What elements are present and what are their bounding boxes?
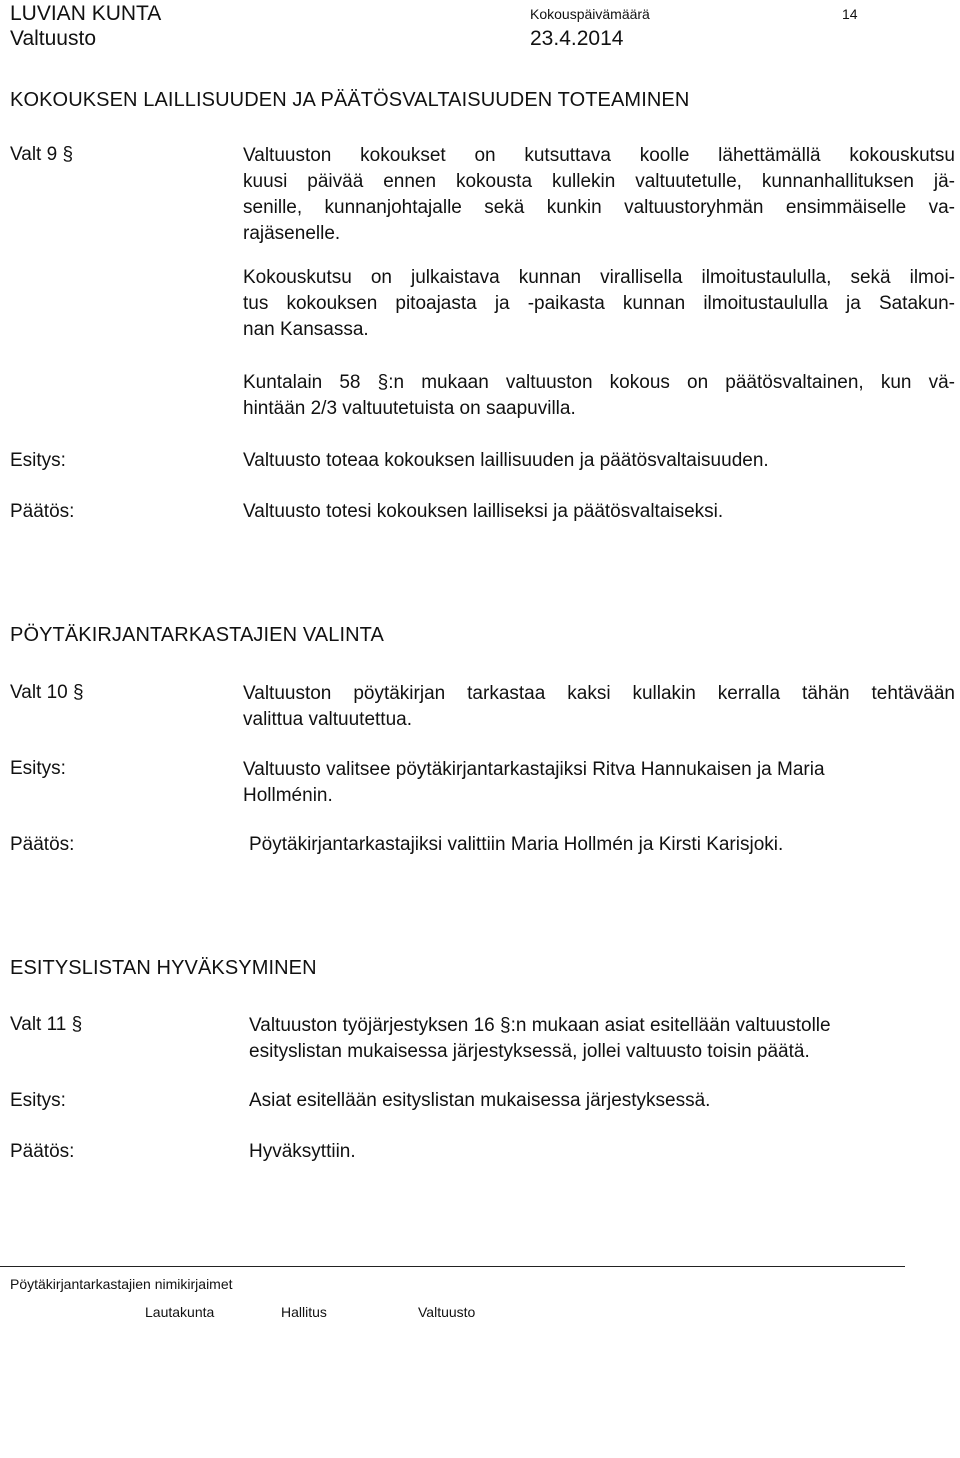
text-line: nan Kansassa. — [243, 319, 369, 340]
section-title-agenda: ESITYSLISTAN HYVÄKSYMINEN — [10, 957, 317, 979]
text-line: hintään 2/3 valtuutetuista on saapuvilla. — [243, 398, 576, 419]
paragraph-quorum — [243, 370, 955, 422]
footer-divider — [0, 1266, 905, 1267]
footer-column-board: Lautakunta — [145, 1304, 215, 1320]
text-line: Valtuuston pöytäkirjan tarkastaa kaksi kullakin kerralla tähän tehtävään — [243, 683, 955, 704]
proposal-text: Valtuusto toteaa kokouksen laillisuuden ja päätösvaltaisuuden. — [243, 450, 769, 471]
item-label-valt10: Valt 10 § — [10, 682, 84, 703]
text-line: rajäsenelle. — [243, 223, 341, 244]
paragraph-examiners — [243, 681, 955, 733]
text-line: kuusi päivää ennen kokousta kullekin valtuutetulle, kunnanhallituksen jä- — [243, 171, 955, 192]
decision-label: Päätös: — [10, 1141, 75, 1162]
section-sign: § — [71, 1014, 83, 1035]
text-line: valittua valtuutettua. — [243, 709, 412, 730]
text-line: Kuntalain 58 §:n mukaan valtuuston kokous on päätösvaltainen, kun vä- — [243, 372, 955, 393]
footer-column-council: Valtuusto — [418, 1304, 476, 1320]
section-sign: § — [62, 144, 74, 165]
section-title-examiners: PÖYTÄKIRJANTARKASTAJIEN VALINTA — [10, 624, 384, 646]
text-line: Valtuuston työjärjestyksen 16 §:n mukaan asiat esitellään valtuustolle — [249, 1015, 831, 1036]
meeting-date: 23.4.2014 — [530, 27, 624, 50]
text-line: esityslistan mukaisessa järjestyksessä, jollei valtuusto toisin päätä. — [249, 1041, 810, 1062]
proposal-label: Esitys: — [10, 450, 66, 471]
proposal-label: Esitys: — [10, 1090, 66, 1111]
proposal-text: Asiat esitellään esityslistan mukaisessa järjestyksessä. — [249, 1090, 711, 1111]
text-line: Kokouskutsu on julkaistava kunnan virallisella ilmoitustaululla, sekä ilmoi- — [243, 267, 955, 288]
section-title-legality: KOKOUKSEN LAILLISUUDEN JA PÄÄTÖSVALTAISUUDEN TOTEAMINEN — [10, 89, 690, 111]
item-label-valt11: Valt 11 § — [10, 1014, 83, 1035]
section-sign: § — [73, 682, 84, 703]
meeting-date-label: Kokouspäivämäärä — [530, 6, 650, 22]
footer-column-government: Hallitus — [281, 1304, 327, 1320]
text-line: Valtuusto valitsee pöytäkirjantarkastajiksi Ritva Hannukaisen ja Maria — [243, 759, 825, 780]
decision-text: Valtuusto totesi kokouksen lailliseksi ja päätösvaltaiseksi. — [243, 501, 724, 522]
proposal-text — [243, 757, 955, 809]
decision-text: Hyväksyttiin. — [249, 1141, 356, 1162]
text-line: Valtuuston kokoukset on kutsuttava koolle lähettämällä kokouskutsu — [243, 145, 955, 166]
paragraph-invitation — [243, 143, 955, 247]
text-line: senille, kunnanjohtajalle sekä kunkin valtuustoryhmän ensimmäiselle va- — [243, 197, 955, 218]
signatures-label: Pöytäkirjantarkastajien nimikirjaimet — [10, 1276, 233, 1292]
item-label-valt9: Valt 9 § — [10, 144, 74, 165]
paragraph-announcement — [243, 265, 955, 343]
paragraph-agenda — [249, 1013, 929, 1065]
decision-label: Päätös: — [10, 501, 75, 522]
organization-name: LUVIAN KUNTA — [10, 2, 162, 25]
proposal-label: Esitys: — [10, 758, 66, 779]
decision-label: Päätös: — [10, 834, 75, 855]
decision-text: Pöytäkirjantarkastajiksi valittiin Maria Hollmén ja Kirsti Karisjoki. — [249, 834, 784, 855]
page-number: 14 — [842, 6, 858, 22]
text-line: Hollménin. — [243, 785, 333, 806]
body-name: Valtuusto — [10, 27, 96, 50]
text-line: tus kokouksen pitoajasta ja -paikasta kunnan ilmoitustaululla ja Satakun- — [243, 293, 955, 314]
